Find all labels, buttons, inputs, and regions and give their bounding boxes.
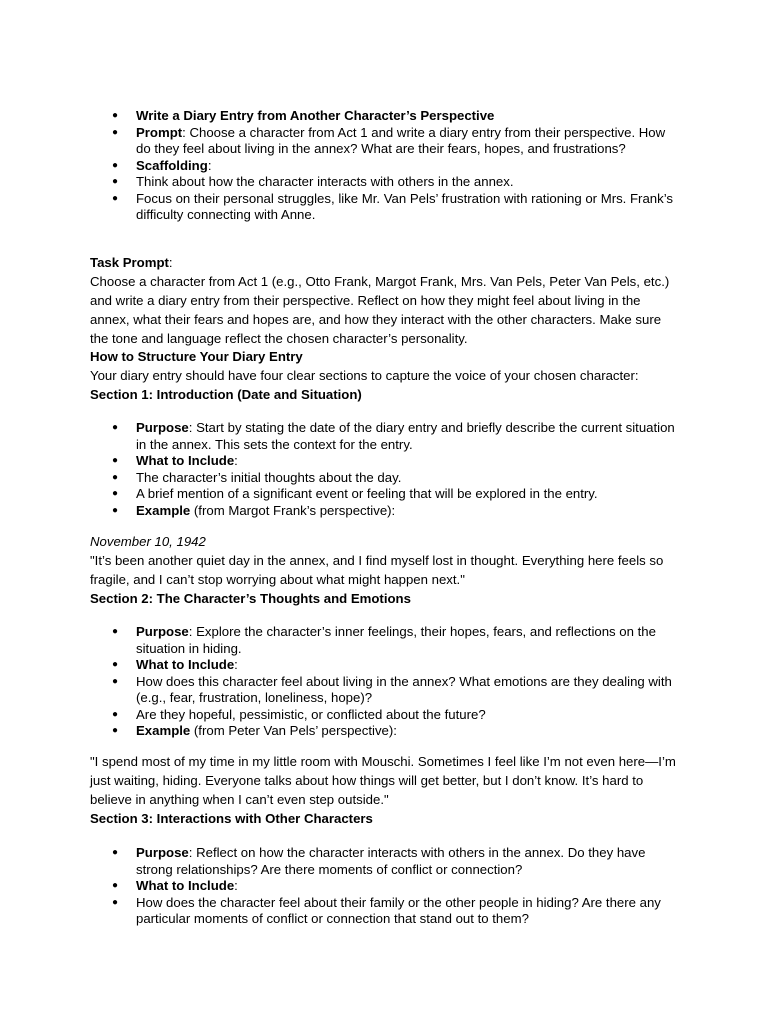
structure-heading: How to Structure Your Diary Entry bbox=[90, 349, 303, 364]
list-item: ● What to Include: bbox=[0, 878, 676, 895]
task-prompt-text: Choose a character from Act 1 (e.g., Otto Frank, Margot Frank, Mrs. Van Pels, Peter Van Pels, etc.) and write a diary entry from their perspective. Reflect on how they might feel about living in the annex, what their fears and hopes are, and how they interact with the other characters. Make sure the tone and language reflect the chosen character’s personality. bbox=[90, 274, 670, 346]
list-item: ● What to Include: bbox=[0, 453, 676, 470]
list-item: ● Example (from Margot Frank’s perspective): bbox=[0, 503, 676, 520]
section3-heading: Section 3: Interactions with Other Characters bbox=[90, 811, 373, 826]
section2-heading: Section 2: The Character’s Thoughts and Emotions bbox=[90, 591, 411, 606]
list-item: ● A brief mention of a significant event or feeling that will be explored in the entry. bbox=[0, 486, 676, 503]
list-item: ● The character’s initial thoughts about the day. bbox=[0, 470, 676, 487]
example-quote-margot: "It’s been another quiet day in the annex, and I find myself lost in thought. Everything here feels so fragile, and I can’t stop worrying about what might happen next." bbox=[90, 553, 664, 587]
list-item: ● Focus on their personal struggles, like Mr. Van Pels’ frustration with rationing or Mrs. Frank’s difficulty connecting with Anne. bbox=[0, 191, 676, 224]
section1-heading: Section 1: Introduction (Date and Situation) bbox=[90, 387, 362, 402]
example-quote-peter: "I spend most of my time in my little room with Mouschi. Sometimes I feel like I’m not even here—I’m just waiting, hiding. Everyone talks about how things will get better, but I don’t know. It’s hard to believe in anything when I can’t even step outside." bbox=[90, 754, 676, 807]
task-prompt-paragraph: Task Prompt: Choose a character from Act 1 (e.g., Otto Frank, Margot Frank, Mrs. Van Pels, Peter Van Pels, etc.) and write a diary entry from their perspective. Reflect on how they might feel about living in the annex, what their fears and hopes are, and how they interact with the other characters. Make sure the tone and language reflect the chosen character’s personality. bbox=[90, 255, 670, 346]
top-bullet-list bbox=[0, 108, 768, 224]
structure-text: Your diary entry should have four clear sections to capture the voice of your chosen character: bbox=[90, 368, 639, 383]
task-prompt-label: Task Prompt bbox=[90, 255, 169, 270]
section1-bullet-list bbox=[0, 420, 768, 519]
list-item: ● Purpose: Reflect on how the character interacts with others in the annex. Do they have strong relationships? Are there moments of conflict or connection? bbox=[0, 845, 676, 878]
list-item: ● Are they hopeful, pessimistic, or conflicted about the future? bbox=[0, 707, 676, 724]
list-item: ● Example (from Peter Van Pels’ perspective): bbox=[0, 723, 676, 740]
list-item: ● Purpose: Start by stating the date of the diary entry and briefly describe the current situation in the annex. This sets the context for the entry. bbox=[0, 420, 676, 453]
list-item: ● How does this character feel about living in the annex? What emotions are they dealing with (e.g., fear, frustration, loneliness, hope)? bbox=[0, 674, 676, 707]
section3-bullet-list bbox=[0, 845, 768, 928]
list-item: ● Prompt: Choose a character from Act 1 and write a diary entry from their perspective. How do they feel about living in the annex? What are their fears, hopes, and frustrations? bbox=[0, 125, 676, 158]
list-item: ● Scaffolding: bbox=[0, 158, 676, 175]
list-item: ● Think about how the character interacts with others in the annex. bbox=[0, 174, 676, 191]
example-date: November 10, 1942 bbox=[90, 534, 206, 549]
section2-bullet-list bbox=[0, 624, 768, 740]
list-item: ● Purpose: Explore the character’s inner feelings, their hopes, fears, and reflections on the situation in hiding. bbox=[0, 624, 676, 657]
list-item: ● Write a Diary Entry from Another Character’s Perspective bbox=[0, 108, 676, 125]
list-item: ● How does the character feel about their family or the other people in hiding? Are there any particular moments of conflict or connection that stand out to them? bbox=[0, 895, 676, 928]
list-item: ● What to Include: bbox=[0, 657, 676, 674]
